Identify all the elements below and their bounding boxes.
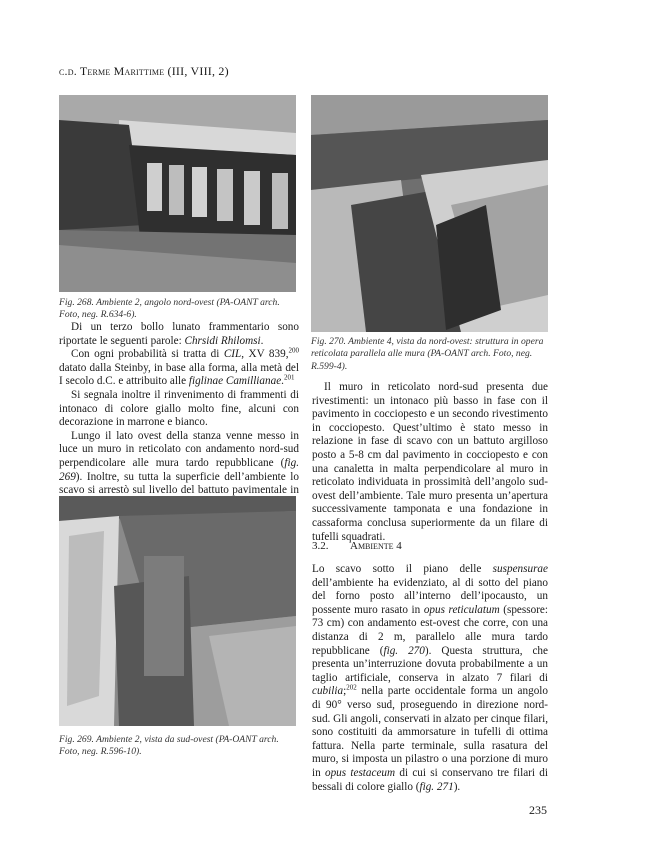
section-number: 3.2.: [312, 540, 329, 552]
paragraph: Con ogni probabilità si tratta di CIL, XV 839,$^{200}$ datato dalla Steinby, in base alla forma, alla metà del I secolo d.C. e attribuito alle figlinae Camillianae.$^{201}$: [59, 346, 299, 388]
right-column-text: [312, 381, 548, 544]
figure-268-photo: [59, 95, 296, 292]
running-head-location: (III, VIII, 2): [164, 64, 229, 78]
paragraph: Si segnala inoltre il rinvenimento di frammenti di intonaco di colore giallo molto fine, alcuni con decorazione in marrone e bianco.: [59, 388, 299, 429]
running-head: [59, 64, 229, 79]
page-number: 235: [529, 803, 547, 817]
section-heading: [312, 540, 402, 552]
paragraph: Lungo il lato ovest della stanza venne messo in luce un muro in reticolato con andamento nord-sud perpendicolare alle mura tardo repubblicane (fig. 269). Inoltre, su tutta la superficie dell’ambiente lo scavo si arrestò sul livello del battuto pavimentale in: [59, 429, 299, 497]
figure-269-caption: Fig. 269. Ambiente 2, vista da sud-ovest (PA-OANT arch. Foto, neg. R.596-10).: [59, 734, 279, 758]
paragraph: Di un terzo bollo lunato frammentario sono riportate le seguenti parole: Chrsidi Rhilomsi.: [59, 321, 299, 347]
figure-270-caption: Fig. 270. Ambiente 4, vista da nord-ovest: struttura in opera reticolata parallela alle mura (PA-OANT arch. Foto, neg. R.599-4).: [311, 336, 544, 372]
right-column-text-section: [312, 563, 548, 794]
footnote-ref: 201: [283, 373, 295, 382]
paragraph: Il muro in reticolato nord-sud presenta due rivestimenti: un intonaco più basso in fase con il pavimento in cocciopesto e un secondo rivestimento in cocciopesto. Quest’ultimo è stato messo in relazione in fase di scavo con un battuto argilloso posto a 5-8 cm dal pavimento in cocciopesto e con una canaletta in malta perpendicolare al muro in reticolato individuata in prossimità dell’angolo sud-ovest dell’ambiente. Tale muro presenta un’apertura successivamente tamponata e una fondazione in cassaforma conclusa superiormente da un filare di tufelli squadrati.: [312, 381, 548, 543]
figure-270-photo: [311, 95, 548, 332]
section-title: Ambiente 4: [350, 540, 402, 552]
left-column-text: [59, 321, 299, 511]
footnote-ref: 200: [288, 346, 299, 355]
running-head-title: c.d. Terme Marittime: [59, 64, 165, 78]
figure-268-caption: Fig. 268. Ambiente 2, angolo nord-ovest (PA-OANT arch. Foto, neg. R.634-6).: [59, 297, 280, 321]
figure-269-photo: [59, 496, 296, 726]
footnote-ref: 202: [346, 683, 357, 692]
paragraph: Lo scavo sotto il piano delle suspensurae dell’ambiente ha evidenziato, al di sotto del piano del forno posto all’interno dell’ipocausto, un possente muro rasato in opus reticulatum (spessore: 73 cm) con andamento est-ovest che corre, con una distanza di 2 m, parallelo alle mura tardo repubblicane (fig. 270). Questa struttura, che presenta un’interruzione dovuta probabilmente a un taglio artificiale, conserva in alzato 7 filari di cubilia;$^{202}$ nella parte occidentale forma un angolo di 90° verso sud, proseguendo in direzione nord-sud. Gli angoli, conservati in alzato per cinque filari, sono costituiti da ammorsature in tufelli di ottima fattura. Nella parte terminale, sulla rasatura del muro, si imposta un pilastro o una porzione di muro in opus testaceum di cui si conservano tre filari di bessali di colore giallo (fig. 271).: [312, 563, 548, 793]
